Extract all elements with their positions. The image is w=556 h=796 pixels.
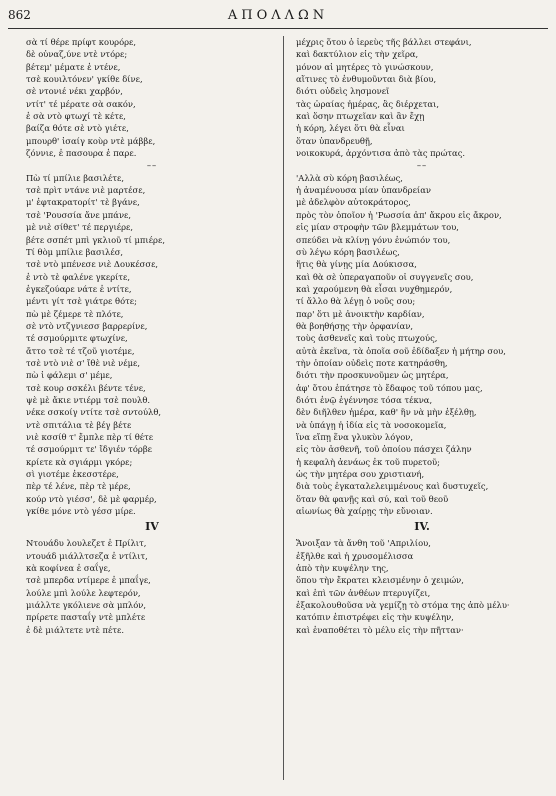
verse-line: τσὲ πρὶτ ντάνε νιὲ μαρτέσε, [26, 185, 146, 196]
verse-line: τσὲ ντὸ μπένεσε νιὲ Δουκέσσε, [26, 259, 159, 270]
verse-line: καὶ ὅσην πτωχεῖαν καὶ ἂν ἔχῃ [296, 111, 425, 122]
verse-line: κρίετε κὰ σγιάρμι γκόρε; [26, 456, 133, 467]
verse-line: γκίθε μόνε ντὸ γέσσ μίρε. [26, 506, 136, 517]
verse-line: κὰ κοφίνεα ἐ σαΐγε, [26, 563, 111, 574]
verse-line: Ἄνοιξαν τὰ ἄνθη τοῦ 'Απριλίου, [296, 538, 431, 549]
verse-line: ψὲ μὲ ἄκιε ντιέρμ τσὲ πουλθ. [26, 394, 151, 405]
verse-line: ἐξακολουθοῦσα νὰ γεμίζῃ τὸ στόμα της ἀπὸ μέλυ· [296, 600, 510, 611]
verse-line: καὶ δακτύλιον εἰς τὴν χεῖρα, [296, 49, 419, 60]
verse-line: ἀφ' ὅτου ἐπάτησε τὸ ἔδαφος τοῦ τόπου μας, [296, 382, 483, 393]
verse-line: τσὲ 'Ρουσσία ἄνε μπάνε, [26, 209, 132, 220]
verse-line: καὶ χαρούμενη θὰ εἶσαι νυχθημερόν, [296, 283, 453, 294]
verse-line: διότι ἐνῷ ἐγέννησε τόσα τέκνα, [296, 394, 433, 405]
verse-line: μέντι γίτ τσὲ γιάτρε θότε; [26, 296, 137, 307]
verse-line: ἡ κεφαλὴ ἀενάως ἐκ τοῦ πυρετοῦ; [296, 456, 440, 467]
verse-line: βέτε σσπέτ μπὶ γκλιοῦ τί μπιέρε, [26, 234, 165, 245]
verse-line: πρὸς τὸν ὁποῖον ἡ 'Ρωσσία ἀπ' ἄκρου εἰς ἄκρον, [296, 209, 502, 220]
verse-line: ἐ σὰ ντὸ φτωχί τὲ κέτε, [26, 111, 126, 122]
page-number: 862 [8, 8, 31, 22]
verse-line: σὰ τί θέρε πρίφτ κουρόρε, [26, 37, 137, 47]
verse-line: ἡ ἀναμένουσα μίαν ὑπανδρείαν [296, 185, 431, 196]
verse-line: βαίζα θότε σὲ ντὸ γιέτε, [26, 123, 129, 134]
verse-line: μὲ νιὲ σίθετ' τέ περγιέρε, [26, 222, 134, 233]
left-stanza-3 [26, 537, 278, 636]
verse-line: καὶ θὰ σὲ ὑπεραγαποῦν οἱ συγγενεῖς σου, [296, 271, 474, 282]
left-column-albanian [26, 36, 278, 636]
verse-line: ὅταν θὰ φανῇς καὶ σύ, καὶ τοῦ θεοῦ [296, 493, 449, 504]
verse-line: Τί θὸμ μπίλιε βασιλέσ, [26, 246, 124, 257]
verse-line: τέ σσμούρμιτ τε' ἴδγιέν τόρβε [26, 444, 153, 455]
verse-line: διότι οὐδεὶς λησμονεῖ [296, 86, 390, 97]
verse-line: τσὲ κουρ σσκέλι βέντε τένε, [26, 382, 146, 393]
verse-line: διότι τὴν προσκυνοῦμεν ὡς μητέρα, [296, 370, 449, 381]
running-title: ΑΠΟΛΛΩΝ [227, 8, 329, 23]
verse-line: διὰ τοὺς ἐγκαταλελειμμένους καὶ δυστυχεῖς, [296, 481, 489, 492]
verse-line: βέτεμ' μέματε ἐ ντένε, [26, 61, 121, 72]
column-divider [283, 36, 284, 780]
verse-line: τί ἄλλο θὰ λέγῃ ὁ νοῦς σου; [296, 296, 416, 307]
verse-line: πὼ ἰ φάλεμι σ' μέμε, [26, 370, 113, 381]
verse-line: πὼ μὲ ζέμερε τὲ πλότε, [26, 308, 124, 319]
verse-line: τσὲ κουιλτόνεν' γκίθε δίνε, [26, 74, 143, 85]
verse-line: μιάλλτε γκόλιενε σὰ μπλόν, [26, 600, 147, 611]
verse-line: νοικοκυρά, ἀρχόντισα ἀπὸ τὰς πρώτας. [296, 148, 466, 159]
verse-line: καὶ ἐπὶ τῶν ἀνθέων πτερυγίζει, [296, 587, 431, 598]
header-rule [8, 28, 548, 29]
verse-line: ὡς τὴν μητέρα σου χριστιανή, [296, 469, 425, 480]
verse-line: κατόπιν ἐπιστρέφει εἰς τὴν κυψέλην, [296, 612, 454, 623]
right-stanza-1 [296, 36, 548, 159]
verse-line: τὰς ὡραίας ἡμέρας, ἃς διέρχεται, [296, 98, 439, 109]
page-header [0, 8, 556, 26]
verse-line: ζόννιε, ἐ πασουρα ἐ παρε. [26, 148, 137, 159]
verse-line: πὲρ τέ λένε, πὲρ τὲ μέρε, [26, 481, 131, 492]
verse-line: θὰ βοηθήσῃς τὴν ὀρφανίαν, [296, 320, 414, 331]
verse-line: αἰωνίως θὰ χαίρῃς τὴν εὔνοιαν. [296, 506, 433, 517]
verse-line: ὅπου τὴν ἔκρατει κλεισμένην ὁ χειμών, [296, 575, 464, 586]
verse-line: τοὺς ἀσθενεῖς καὶ τοὺς πτωχούς, [296, 333, 438, 344]
verse-line: μπουρθ' ἰσαίγ κοὺρ ντὲ μάββε, [26, 135, 156, 146]
verse-line: μὲ ἀδελφὸν αὐτοκράτορος, [296, 197, 411, 208]
right-stanza-3 [296, 537, 548, 636]
right-section-heading: IV. [414, 520, 430, 534]
verse-line: ἐ ντὸ τὲ φαλένε γκερίτε, [26, 271, 131, 282]
verse-line: μέχρις ὅτου ὁ ἱερεὺς τῆς βάλλει στεφάνι, [296, 37, 472, 47]
verse-line: δὲ οὐναζ,ύνε ντὲ ντόρε; [26, 49, 128, 60]
verse-line: ντίτ' τέ μέρατε σὰ σακόν, [26, 98, 136, 109]
verse-line: παρ' ὅτι μὲ ἀνοικτὴν καρδίαν, [296, 308, 425, 319]
verse-line: Ντουάδυ λουλεζετ ἐ Πρίλιτ, [26, 538, 147, 549]
verse-line: κούρ ντὸ γιέσσ', δὲ μὲ φαρμέρ, [26, 493, 157, 504]
verse-line: ἄττο τσὲ τέ τζοῦ γιοτέμε, [26, 345, 135, 356]
verse-line: ἐξῆλθε καὶ ἡ χρυσομέλισσα [296, 550, 414, 561]
verse-line: αὐτὰ ἐκεῖνα, τὰ ὁποῖα σοῦ ἐδίδαξεν ἡ μήτηρ σου, [296, 345, 506, 356]
verse-line: 'Αλλὰ σὺ κόρη βασιλέως, [296, 172, 403, 183]
verse-line: ἥτις θὰ γίνῃς μία Δούκισσα, [296, 259, 417, 270]
verse-line: ἐγκεζούαρε νάτε ἐ ντίτε, [26, 283, 132, 294]
verse-line: νιὲ κσσίθ τ' ἔμπλε πὲρ τί θέτε [26, 432, 154, 442]
verse-line: πρίρετε πασταΐγ ντὲ μπλέτε [26, 612, 146, 623]
left-section-heading: IV [145, 520, 159, 534]
verse-line: ντουάδ μιάλλτσεζα ἐ ντίλιτ, [26, 550, 148, 561]
verse-line: ὅταν ὑπανδρευθῇ, [296, 135, 373, 146]
verse-line: μ' ἐφτακρατορίτ' τὲ βγάνε, [26, 197, 140, 208]
verse-line: τέ σσμούρμιτε φτωχίνε, [26, 333, 128, 344]
verse-line: σὲ ντὸ ντζγνιεσσ βαρρερίνε, [26, 320, 148, 331]
verse-line: μόνον αἱ μητέρες τὸ γινώσκουν, [296, 61, 434, 72]
verse-line: ἀπὸ τὴν κυψέλην της, [296, 563, 389, 574]
right-column-greek [296, 36, 548, 636]
verse-line: αἵτινες τὸ ἐνθυμοῦνται διὰ βίου, [296, 74, 437, 85]
verse-line: εἰς μίαν στροφὴν τῶν βλεμμάτων του, [296, 222, 459, 233]
verse-line: νὰ ὑπάγῃ ἡ ἰδία εἰς τὰ νοσοκομεῖα, [296, 419, 447, 430]
verse-line: καὶ ἐναποθέτει τὸ μέλυ εἰς τὴν πῆτταν· [296, 624, 464, 635]
verse-line: εἰς τὸν ἀσθενῆ, τοῦ ὁποίου πάσχει ζάλην [296, 444, 472, 455]
verse-line: ἡ κόρη, λέγει ὅτι θὰ εἶναι [296, 123, 405, 134]
verse-line: σὲ ντονιέ νέκι χαρβόν, [26, 86, 123, 97]
left-stanza-1 [26, 36, 278, 159]
verse-line: ἐ δὲ μιάλτετε ντὲ πέτε. [26, 624, 125, 635]
verse-line: σὺ λέγω κόρη βασιλέως, [296, 246, 400, 257]
verse-line: ντὲ σπιτάλια τὲ βέγ βέτε [26, 419, 132, 430]
verse-line: λούλε μπὶ λούλε λεφτερόν, [26, 587, 141, 598]
right-separator: –– [416, 160, 428, 171]
verse-line: τσὲ μπερδα ντίμερε ἐ μπαΐγε, [26, 575, 151, 586]
right-stanza-2 [296, 172, 548, 518]
left-stanza-2 [26, 172, 278, 518]
verse-line: σπεύδει νὰ κλίνῃ γόνυ ἐνώπιόν του, [296, 234, 451, 245]
verse-line: νέκε σσκοίγ ντίτε τσὲ σντούλθ, [26, 407, 162, 418]
verse-line: Πὼ τί μπίλιε βασιλέτε, [26, 172, 124, 183]
left-separator: –– [146, 160, 158, 171]
verse-line: τὴν ὁποίαν οὐδεὶς ποτε κατηράσθη, [296, 357, 448, 368]
verse-line: δὲν διῆλθεν ἡμέρα, καθ' ἣν νὰ μὴν ἐξέλθῃ, [296, 407, 477, 418]
verse-line: ἵνα εἴπῃ ἕνα γλυκὺν λόγον, [296, 432, 414, 442]
verse-line: σὶ γιοτέμε ἐκεσστέρε, [26, 469, 119, 480]
verse-line: τσὲ ντὸ νιὲ σ' ἴθὲ νιὲ νέμε, [26, 357, 141, 368]
